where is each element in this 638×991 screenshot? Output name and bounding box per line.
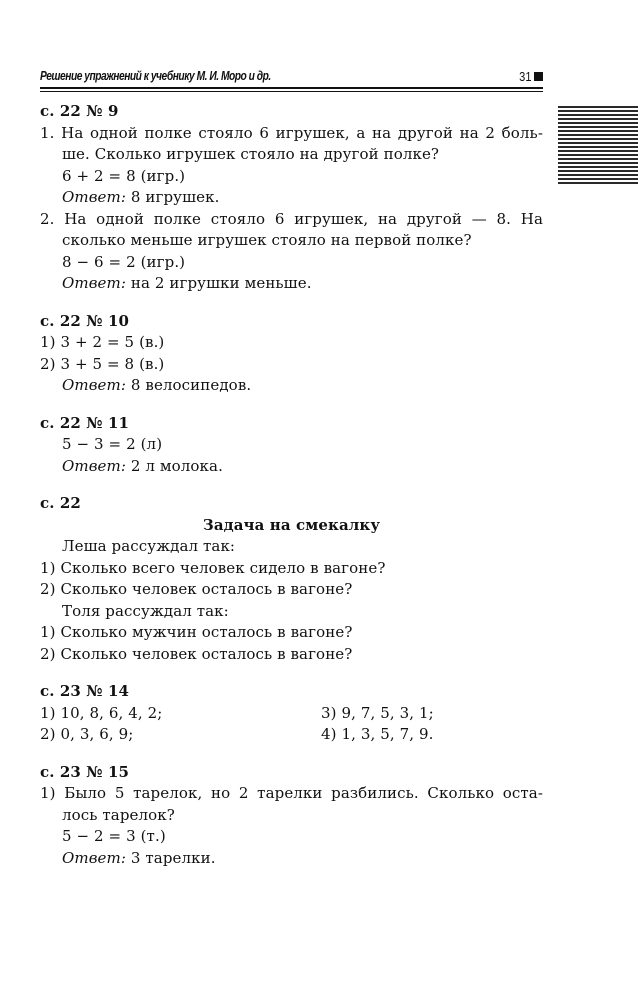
answer-row [40,724,543,746]
answer-line [40,375,543,397]
answer-label: Ответ: [62,376,127,394]
equation: 2) 3 + 5 = 8 (в.) [40,354,165,373]
answer-label: Ответ: [62,274,127,292]
list-item: 1) Сколько мужчин осталось в вагоне? [40,623,353,641]
equation: 5 − 2 = 3 (т.) [62,827,166,845]
answer-line [40,187,543,209]
section-heading: с. 22 № 9 [40,102,119,120]
subheading: Задача на смекалку [202,515,381,534]
answer-label: Ответ: [62,456,127,475]
answer-text: 2 л молока. [126,456,223,475]
square-bullet-icon [534,72,543,81]
problem-text: 2. На одной полке стояло 6 игрушек, на другой — 8. На [40,209,543,228]
equation: 6 + 2 = 8 (игр.) [62,166,186,185]
problem-text: ше. Сколько игрушек стояло на другой полке? [62,145,440,163]
sequence-answer: 4) 1, 3, 5, 7, 9. [321,725,434,743]
problem-text: 1. На одной полке стояло 6 игрушек, а на другой на 2 боль- [40,123,543,142]
answer-line [40,848,543,870]
section-heading: с. 22 № 11 [40,413,130,432]
sequence-answer: 1) 10, 8, 6, 4, 2; [40,703,163,722]
problem-text: лось тарелок? [62,805,175,824]
answer-line [40,273,543,295]
problem-text: 1) Было 5 тарелок, но 2 тарелки разбились. Сколько оста- [40,784,543,802]
thumb-index-tab [558,106,638,184]
page-number: 31 [518,69,531,84]
answer-text: 8 велосипедов. [126,376,252,394]
header-rule-thick [40,87,543,89]
sequence-answer: 2) 0, 3, 6, 9; [40,725,134,743]
answer-text: на 2 игрушки меньше. [126,274,312,292]
section-heading: с. 22 [40,494,81,512]
page-body [40,101,543,869]
book-title: Решение упражнений к учебнику М. И. Моро и др. [40,69,271,83]
answer-line [40,456,543,478]
section-heading: с. 23 № 14 [40,682,130,700]
list-item: 1) Сколько всего человек сидело в вагоне? [40,558,386,577]
paragraph-text: Леша рассуждал так: [62,537,236,555]
answer-text: 3 тарелки. [126,848,216,867]
paragraph-text: Толя рассуждал так: [62,601,229,620]
list-item: 2) Сколько человек осталось в вагоне? [40,644,353,663]
equation: 8 − 6 = 2 (игр.) [62,252,186,271]
header-rule-thin [40,91,543,92]
equation: 5 − 3 = 2 (л) [62,435,163,453]
answer-row [40,703,543,725]
sequence-answer: 3) 9, 7, 5, 3, 1; [321,703,434,722]
problem-text: сколько меньше игрушек стояло на первой полке? [62,231,472,249]
answer-text: 8 игрушек. [126,188,220,206]
section-heading: с. 23 № 15 [40,762,130,781]
list-item: 2) Сколько человек осталось в вагоне? [40,580,353,598]
equation: 1) 3 + 2 = 5 (в.) [40,333,165,351]
answer-label: Ответ: [62,848,127,867]
running-header [40,68,543,86]
section-heading: с. 22 № 10 [40,311,130,330]
answer-label: Ответ: [62,188,127,206]
